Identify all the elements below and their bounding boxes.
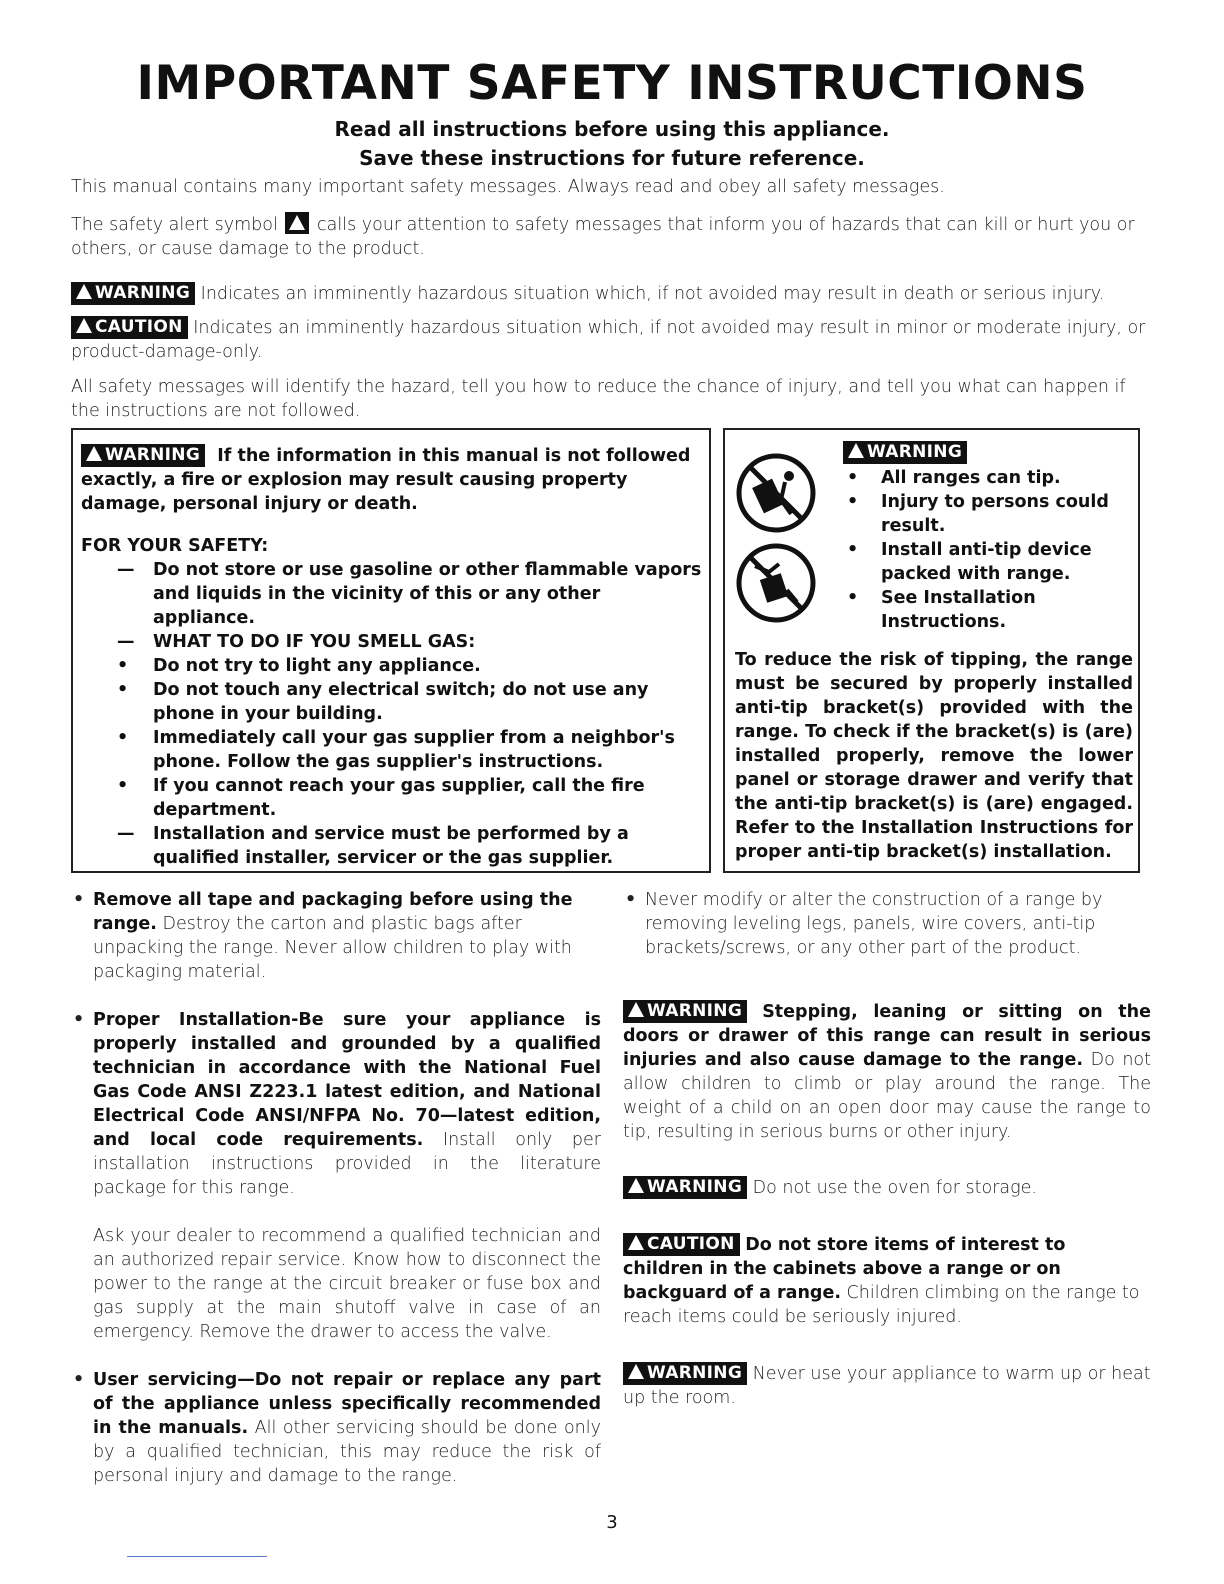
no-climbing-icon: [735, 542, 817, 624]
warning-badge: WARNING: [623, 1176, 747, 1199]
safety-alert-icon: [285, 212, 309, 234]
for-your-safety-heading: FOR YOUR SAFETY:: [81, 536, 269, 556]
list-item: — Do not store or use gasoline or other flammable vapors and liquids in the vicinity of this or any other appliance.: [117, 560, 702, 628]
warning-badge: WARNING: [71, 282, 195, 305]
warning-badge: WARNING: [843, 441, 967, 464]
list-item: • If you cannot reach your gas supplier, call the fire department.: [117, 776, 645, 820]
subtitle-save: Save these instructions for future reference.: [359, 146, 865, 170]
warning-badge: WARNING: [81, 444, 205, 467]
bullet-remove-tape: • Remove all tape and packaging before using the range. Destroy the carton and plastic bags after unpacking the range. Never allow children to play with packaging material.: [73, 890, 573, 982]
dealer-paragraph: Ask your dealer to recommend a qualified technician and an authorized repair service. Know how to disconnect the power to the range at the circuit breaker or fuse box and gas supply at the main shutoff valve in case of an emergency. Remove the drawer to access the valve.: [93, 1226, 601, 1342]
gas-warning-lead: WARNING If the information in this manual is not followed exactly, a fire or explosion may result causing property damage, personal injury or death.: [81, 445, 691, 514]
warning-storage: WARNING Do not use the oven for storage.: [623, 1176, 1151, 1200]
warning-stepping: WARNING Stepping, leaning or sitting on the doors or drawer of this range can result in serious injuries and also cause damage to the range. Do not allow children to climb or play around the range. The weight of a child on an open door may cause the range to tip, resulting in serious burns or other injury.: [623, 1001, 1151, 1142]
page-number: 3: [606, 1512, 618, 1533]
list-item: • All ranges can tip.: [847, 468, 1061, 488]
alert-triangle-icon: [848, 443, 864, 458]
list-item: • Do not touch any electrical switch; do not use any phone in your building.: [117, 680, 649, 724]
caution-definition: [71, 316, 1151, 364]
alert-pre: The safety alert symbol: [71, 215, 278, 235]
safety-list: [73, 558, 703, 870]
bullet-user-servicing: • User servicing—Do not repair or replace any part of the appliance unless specifically recommended in the manuals. All other servicing should be done only by a qualified technician, this may reduce the risk of personal injury and damage to the range.: [73, 1370, 601, 1486]
tip-hazard-list: [847, 466, 1137, 634]
left-column: [71, 888, 601, 1488]
caution-children: CAUTION Do not store items of interest to children in the cabinets above a range or on backguard of a range. Children climbing on the range to reach items could be seriously injured.: [623, 1234, 1140, 1327]
all-messages-text: All safety messages will identify the hazard, tell you how to reduce the chance of injury, and tell you what can happen if the instructions are not followed.: [71, 377, 1126, 421]
alert-triangle-icon: [628, 1235, 644, 1250]
list-item: • See Installation Instructions.: [847, 588, 1036, 632]
gas-warning-box: [71, 428, 711, 873]
bullet-proper-installation: • Proper Installation-Be sure your appliance is properly installed and grounded by a qualified technician in accordance with the National Fuel Gas Code ANSI Z223.1 latest edition, and National Electrical Code ANSI/NFPA No. 70—latest edition, and local code requirements. Install only per installation instructions provided in the literature package for this range.: [73, 1010, 601, 1198]
caution-def-text: Indicates an imminently hazardous situation which, if not avoided may result in minor or moderate injury, or product-damage-only.: [71, 318, 1146, 362]
subtitle-read: Read all instructions before using this appliance.: [334, 117, 890, 141]
list-item: — WHAT TO DO IF YOU SMELL GAS:: [117, 632, 476, 652]
alert-post: calls your attention to safety messages that inform you of hazards that can kill or hurt you or others, or cause damage to the product.: [71, 215, 1135, 259]
alert-symbol-text: [71, 212, 1151, 261]
page-title: IMPORTANT SAFETY INSTRUCTIONS: [136, 56, 1088, 111]
list-item: • Do not try to light any appliance.: [117, 656, 481, 676]
bullet-never-modify: • Never modify or alter the construction of a range by removing leveling legs, panels, wire covers, anti-tip brackets/screws, or any other part of the product.: [625, 890, 1103, 958]
no-tipping-icon: [735, 452, 817, 534]
anti-tip-body: To reduce the risk of tipping, the range must be secured by properly installed anti-tip bracket(s) provided with the range. To check if the bracket(s) is (are) installed properly, remove the lower panel or storage drawer and verify that the anti-tip bracket(s) is (are) engaged. Refer to the Installation Instructions for proper anti-tip bracket(s) installation.: [735, 650, 1133, 862]
warning-def-text: Indicates an imminently hazardous situation which, if not avoided may result in death or serious injury.: [200, 284, 1105, 304]
footer-rule: [127, 1556, 267, 1557]
list-item: • Install anti-tip device packed with range.: [847, 540, 1092, 584]
warning-badge: WARNING: [623, 1000, 747, 1023]
warning-heating: WARNING Never use your appliance to warm up or heat up the room.: [623, 1363, 1151, 1408]
intro-text: This manual contains many important safety messages. Always read and obey all safety messages.: [71, 177, 945, 197]
alert-triangle-icon: [76, 318, 92, 333]
right-column: [623, 888, 1151, 1410]
caution-badge: CAUTION: [623, 1233, 740, 1256]
caution-badge: CAUTION: [71, 316, 188, 339]
alert-triangle-icon: [86, 446, 102, 461]
list-item: • Immediately call your gas supplier from a neighbor's phone. Follow the gas supplier's instructions.: [117, 728, 675, 772]
warning-badge: WARNING: [623, 1362, 747, 1385]
alert-triangle-icon: [628, 1002, 644, 1017]
alert-triangle-icon: [628, 1178, 644, 1193]
list-item: • Injury to persons could result.: [847, 492, 1109, 536]
warning-definition: [71, 282, 1151, 306]
alert-triangle-icon: [628, 1364, 644, 1379]
tip-warning-box: [723, 428, 1140, 873]
alert-triangle-icon: [76, 284, 92, 299]
tip-warning-badge-row: [843, 441, 967, 464]
list-item: — Installation and service must be performed by a qualified installer, servicer or the gas supplier.: [117, 824, 629, 868]
